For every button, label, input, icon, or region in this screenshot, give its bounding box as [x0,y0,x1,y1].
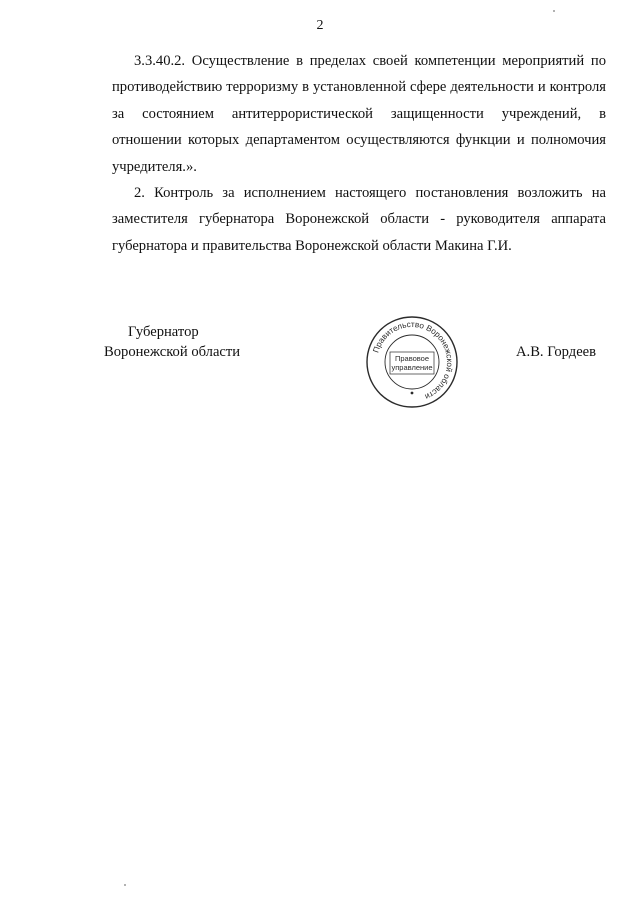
seal-bottom-dot [411,392,414,395]
document-body [112,48,606,259]
seal-center-line2: управление [391,363,433,372]
official-seal-stamp [364,314,460,410]
signatory-title [104,322,240,362]
page-number: 2 [316,18,324,33]
scan-speck-bottom-left [124,884,126,886]
signatory-title-line1: Губернатор [128,324,199,340]
seal-ring-text: Правительство Воронежской области [371,319,455,402]
paragraph-3-3-40-2: 3.3.40.2. Осуществление в пределах своей компетенции мероприятий по противодействию терроризму в установленной сфере деятельности и контроля за состоянием антитеррористической защищенности учреждений, в отношении которых департаментом осуществляются функции и полномочия учредителя.». [112,53,606,175]
signatory-title-line2: Воронежской области [104,344,241,360]
signatory-name: А.В. Гордеев [516,344,597,360]
scan-speck-top-right [553,10,555,12]
seal-center-line1: Правовое [394,354,430,363]
paragraph-2-control: 2. Контроль за исполнением настоящего постановления возложить на заместителя губернатора Воронежской области - руководителя аппарата губернатора и правительства Воронежской области Макина Г.И. [112,185,606,254]
